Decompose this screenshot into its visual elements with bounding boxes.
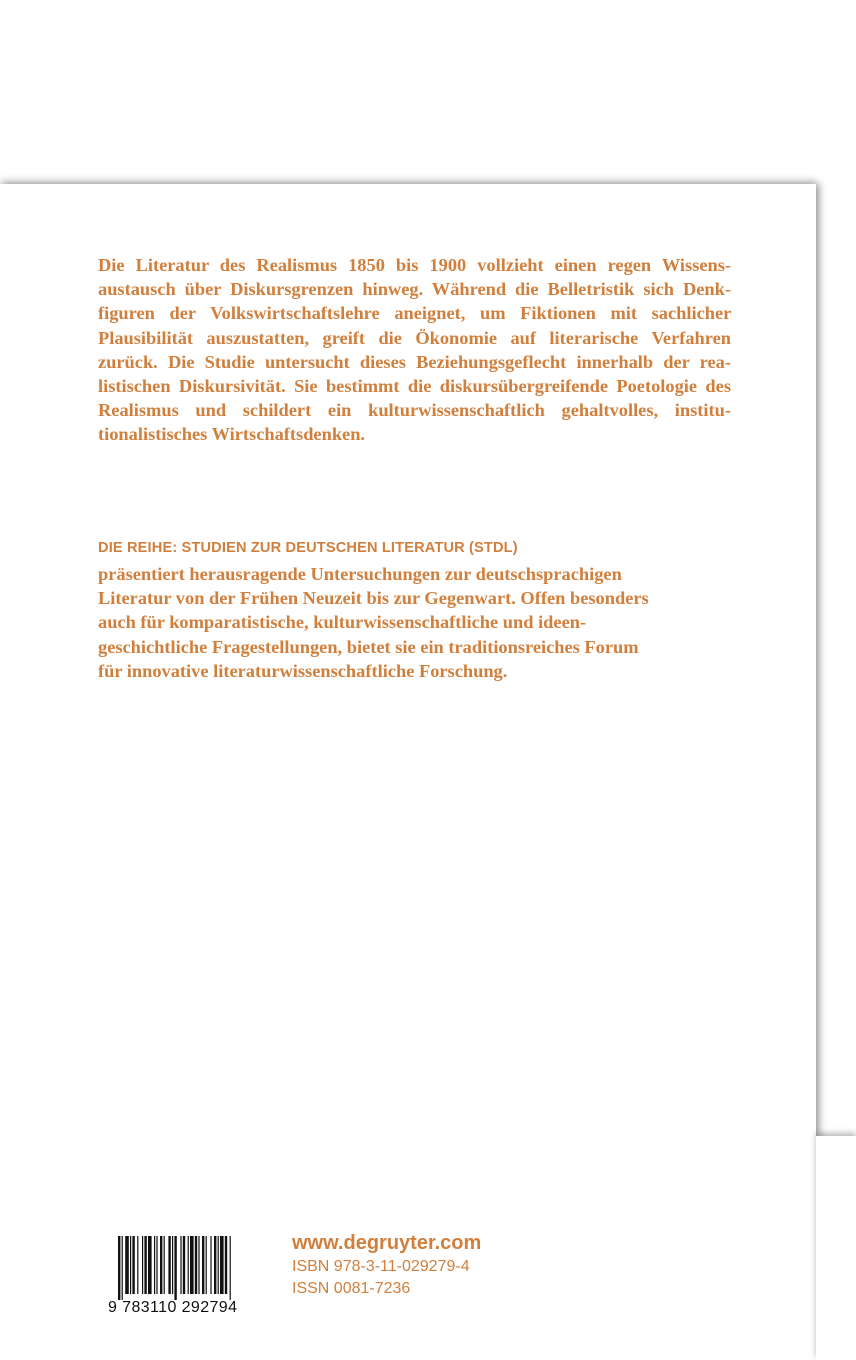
issn-number: ISSN 0081-7236 bbox=[292, 1280, 411, 1297]
barcode-bar bbox=[156, 1236, 157, 1294]
barcode-bar bbox=[190, 1236, 194, 1294]
barcode-bar bbox=[142, 1236, 143, 1294]
barcode-bar bbox=[218, 1236, 219, 1294]
barcode-bar bbox=[225, 1236, 227, 1294]
barcode-bar bbox=[183, 1236, 185, 1294]
underlying-page-edge bbox=[816, 1136, 856, 1360]
blurb-line: des Realismus und schildert ein kulturwissenschaftlich gehaltvolles, institu- bbox=[98, 376, 731, 421]
blurb-line: listischen Diskursivität. Sie bestimmt die diskursübergreifende Poetologie bbox=[98, 376, 698, 397]
barcode-bar bbox=[154, 1236, 155, 1294]
barcode-bar bbox=[220, 1236, 224, 1294]
blurb-line: zurück. Die Studie untersucht dieses Beziehungsgeflecht innerhalb der rea- bbox=[98, 351, 731, 372]
barcode-bar bbox=[168, 1236, 170, 1294]
barcode-bar bbox=[214, 1236, 216, 1294]
blurb-line: tionalistisches Wirtschaftsdenken. bbox=[98, 424, 366, 445]
barcode-bar bbox=[195, 1236, 197, 1294]
barcode-bar bbox=[210, 1236, 211, 1294]
isbn-number: ISBN 978-3-11-029279-4 bbox=[292, 1258, 470, 1275]
publisher-url[interactable]: www.degruyter.com bbox=[292, 1232, 482, 1254]
barcode-bars bbox=[108, 1236, 266, 1300]
publisher-info bbox=[292, 1230, 481, 1300]
barcode-bar bbox=[174, 1236, 176, 1300]
barcode-bar bbox=[118, 1236, 120, 1300]
barcode-bar bbox=[202, 1236, 204, 1294]
barcode-bar bbox=[206, 1236, 207, 1294]
book-description bbox=[98, 253, 731, 447]
series-description bbox=[98, 562, 708, 683]
barcode-bar bbox=[137, 1236, 138, 1294]
blurb-line: figuren der Volkswirtschaftslehre aneignet, um Fiktionen mit sachlicher bbox=[98, 303, 731, 324]
barcode-bar bbox=[164, 1236, 165, 1294]
barcode-bar bbox=[160, 1236, 162, 1294]
series-line: Literatur von der Frühen Neuzeit bis zur Gegenwart. Offen besonders bbox=[98, 588, 649, 609]
barcode-digits: 9 783110 292794 bbox=[108, 1299, 238, 1316]
barcode-bar bbox=[198, 1236, 199, 1294]
series-title: DIE REIHE: STUDIEN ZUR DEUTSCHEN LITERATUR (STDL) bbox=[98, 540, 518, 556]
barcode-bar bbox=[130, 1236, 131, 1294]
barcode-bar bbox=[148, 1236, 152, 1294]
barcode-bar bbox=[188, 1236, 189, 1294]
barcode-bar bbox=[230, 1236, 231, 1300]
barcode-bar bbox=[172, 1236, 173, 1294]
barcode-bar bbox=[180, 1236, 181, 1294]
barcode-bar bbox=[122, 1236, 123, 1300]
barcode-bar bbox=[132, 1236, 134, 1294]
barcode-bar bbox=[125, 1236, 129, 1294]
series-line: auch für komparatistische, kulturwissenschaftliche und ideen- bbox=[98, 612, 587, 633]
series-line: geschichtliche Fragestellungen, bietet sie ein traditionsreiches Forum bbox=[98, 636, 639, 657]
series-line: für innovative literaturwissenschaftliche Forschung. bbox=[98, 660, 508, 681]
blurb-line: Die Literatur des Realismus 1850 bis 1900 vollzieht einen regen Wissens- bbox=[98, 255, 731, 275]
blurb-line: Plausibilität auszustatten, greift die Ökonomie auf literarische Verfahren bbox=[98, 327, 731, 348]
isbn-barcode bbox=[108, 1236, 266, 1320]
series-line: präsentiert herausragende Untersuchungen zur deutschsprachigen bbox=[98, 564, 622, 584]
barcode-bar bbox=[144, 1236, 146, 1294]
blurb-line: austausch über Diskursgrenzen hinweg. Während die Belletristik sich Denk- bbox=[98, 279, 731, 300]
